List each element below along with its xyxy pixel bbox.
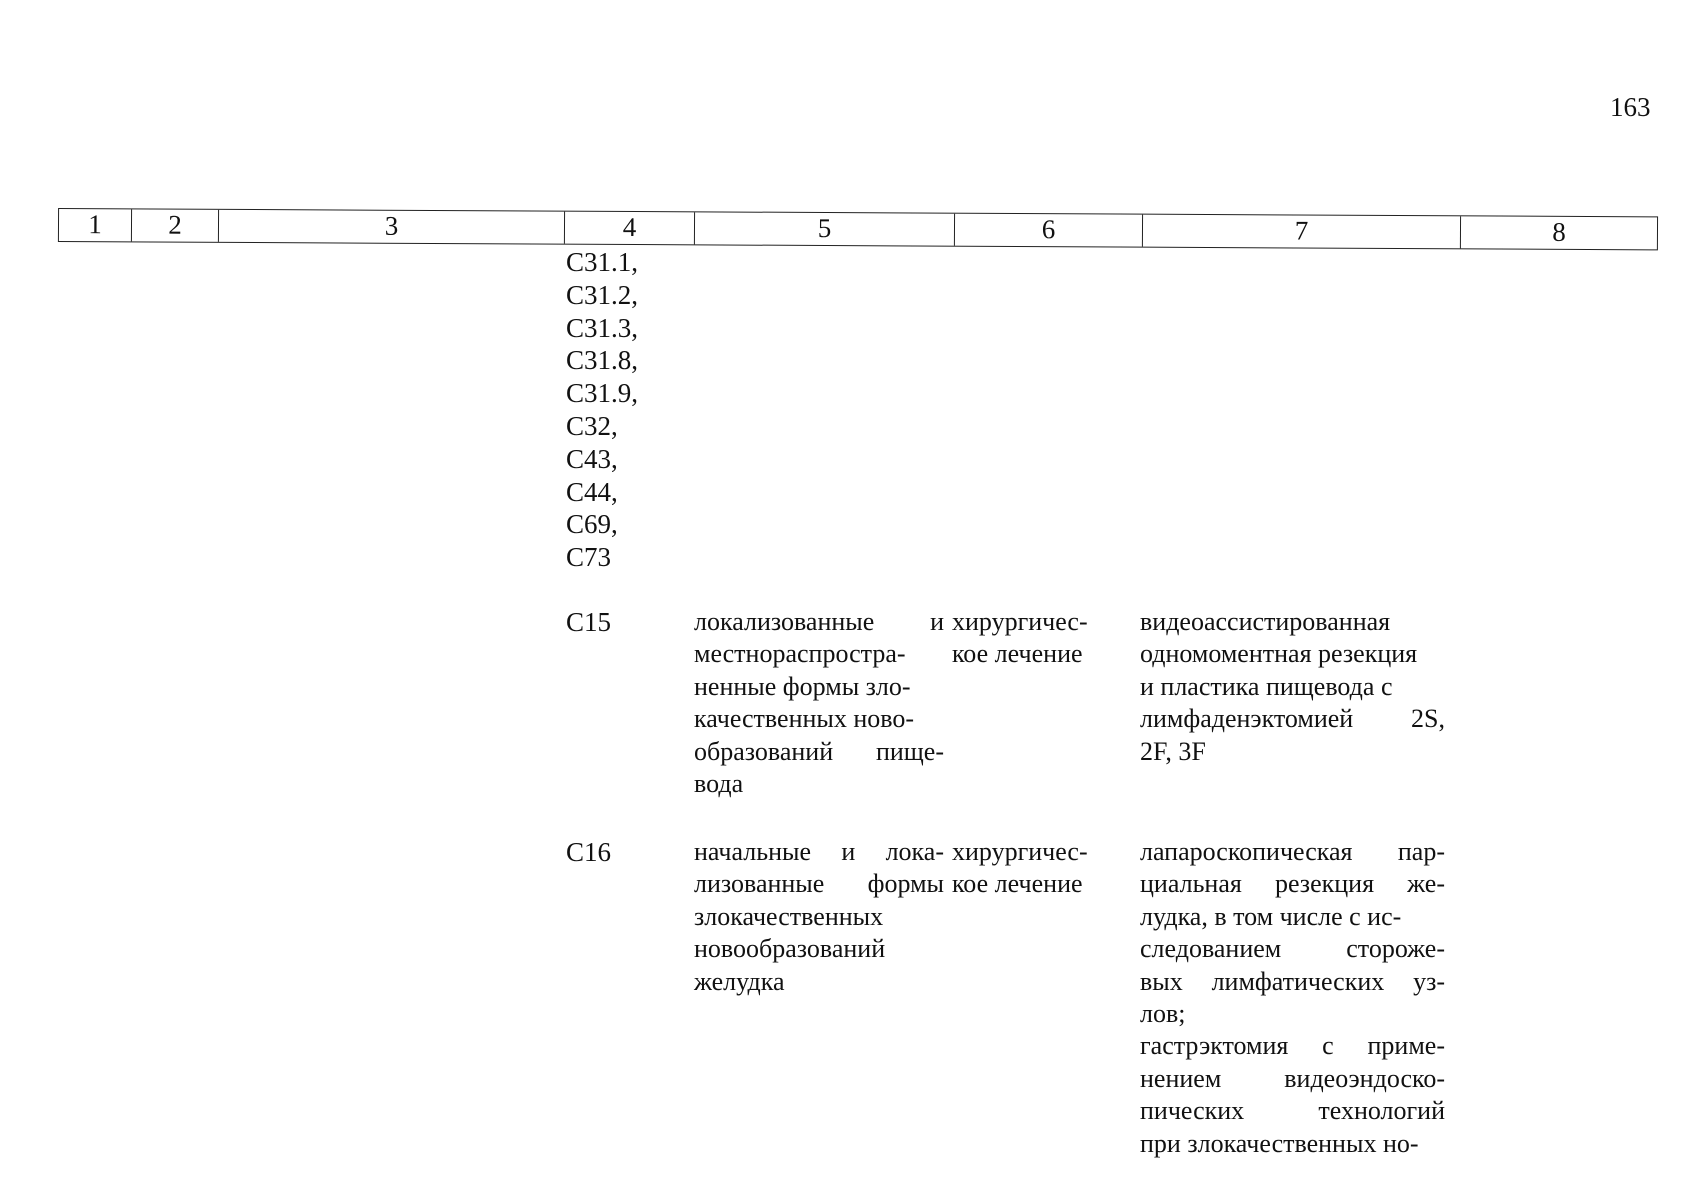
word: лапароскопическая — [1140, 837, 1353, 866]
word: циальная — [1140, 869, 1242, 899]
method-line: и пластика пищевода с — [1140, 671, 1393, 701]
word: следованием — [1140, 934, 1282, 964]
row-method — [1140, 606, 1445, 768]
diagnosis-code: C44, — [566, 476, 618, 507]
word: пище- — [875, 736, 944, 766]
header-col-2: 2 — [132, 209, 219, 241]
desc-line: злокачественных — [694, 901, 884, 931]
diagnosis-code-list — [566, 246, 638, 574]
method-line — [1140, 1095, 1445, 1127]
desc-line — [694, 836, 944, 868]
word: вых — [1140, 966, 1183, 996]
diagnosis-code: C31.3, — [566, 312, 639, 343]
method-line — [1140, 1063, 1445, 1095]
row-description — [694, 836, 944, 998]
method-line — [1140, 933, 1445, 965]
desc-line — [694, 606, 944, 638]
treatment-line: кое лечение — [952, 869, 1083, 899]
diagnosis-code: C43, — [566, 443, 618, 474]
word: с — [1322, 1031, 1334, 1061]
method-line — [1140, 868, 1445, 900]
word: и — [841, 837, 856, 866]
word: и — [930, 607, 944, 636]
method-line: видеоассистированная — [1140, 607, 1391, 636]
diagnosis-code: C69, — [566, 509, 618, 540]
word: образований — [694, 736, 834, 766]
header-col-3: 3 — [219, 210, 565, 244]
word: пических — [1140, 1096, 1245, 1126]
diagnosis-code: C32, — [566, 410, 618, 441]
diagnosis-code: C73 — [566, 542, 612, 573]
desc-line — [694, 868, 944, 900]
desc-line: ненные формы зло- — [694, 671, 911, 701]
word: видеоэндоско- — [1284, 1063, 1445, 1093]
desc-line: вода — [694, 769, 744, 799]
method-line — [1140, 1030, 1445, 1062]
treatment-line: хирургичес- — [952, 607, 1088, 636]
header-col-8: 8 — [1552, 216, 1566, 247]
word: же- — [1407, 869, 1445, 899]
header-col-7: 7 — [1143, 215, 1461, 249]
page-number: 163 — [1610, 92, 1651, 122]
treatment-line: хирургичес- — [952, 837, 1088, 866]
row-code: C15 — [566, 607, 612, 637]
method-line: 2F, 3F — [1140, 736, 1206, 766]
desc-line: новообразований — [694, 934, 886, 964]
treatment-line: кое лечение — [952, 639, 1083, 669]
diagnosis-code: C31.9, — [566, 378, 639, 409]
table-header-row — [58, 208, 1658, 250]
word: локализованные — [694, 607, 875, 636]
method-line — [1140, 836, 1445, 868]
word: лимфатических — [1211, 966, 1385, 996]
word: технологий — [1318, 1096, 1445, 1126]
word: лимфаденэктомией — [1140, 704, 1354, 734]
row-description — [694, 606, 944, 800]
header-col-1: 1 — [59, 209, 132, 241]
desc-line — [694, 736, 944, 768]
method-line — [1140, 966, 1445, 998]
method-line — [1140, 703, 1445, 735]
row-method — [1140, 836, 1445, 1160]
word: пар- — [1397, 837, 1445, 866]
word: лока- — [885, 837, 944, 866]
desc-line: местнораспростра- — [694, 639, 906, 669]
word: начальные — [694, 837, 812, 866]
word: приме- — [1367, 1031, 1445, 1061]
word: стороже- — [1346, 934, 1445, 964]
desc-line: желудка — [694, 966, 785, 996]
word: резекция — [1274, 869, 1375, 899]
desc-line: качественных ново- — [694, 704, 915, 734]
word: 2S, — [1411, 704, 1445, 734]
diagnosis-code: C31.8, — [566, 345, 639, 376]
word: лизованные — [694, 869, 825, 899]
word: нением — [1140, 1063, 1222, 1093]
method-line: лудка, в том числе с ис- — [1140, 901, 1402, 931]
header-col-6: 6 — [955, 214, 1143, 247]
word: уз- — [1413, 966, 1445, 996]
row-code: C16 — [566, 837, 612, 867]
diagnosis-code: C31.2, — [566, 279, 639, 310]
word: формы — [867, 869, 944, 899]
row-treatment — [952, 606, 1102, 671]
header-col-4: 4 — [565, 212, 695, 245]
header-col-5: 5 — [695, 212, 955, 245]
method-line: лов; — [1140, 999, 1186, 1029]
word: гастрэктомия — [1140, 1031, 1289, 1061]
method-line: одномоментная резекция — [1140, 639, 1418, 669]
row-treatment — [952, 836, 1102, 901]
diagnosis-code: C31.1, — [566, 247, 639, 277]
method-line: при злокачественных но- — [1140, 1128, 1419, 1158]
